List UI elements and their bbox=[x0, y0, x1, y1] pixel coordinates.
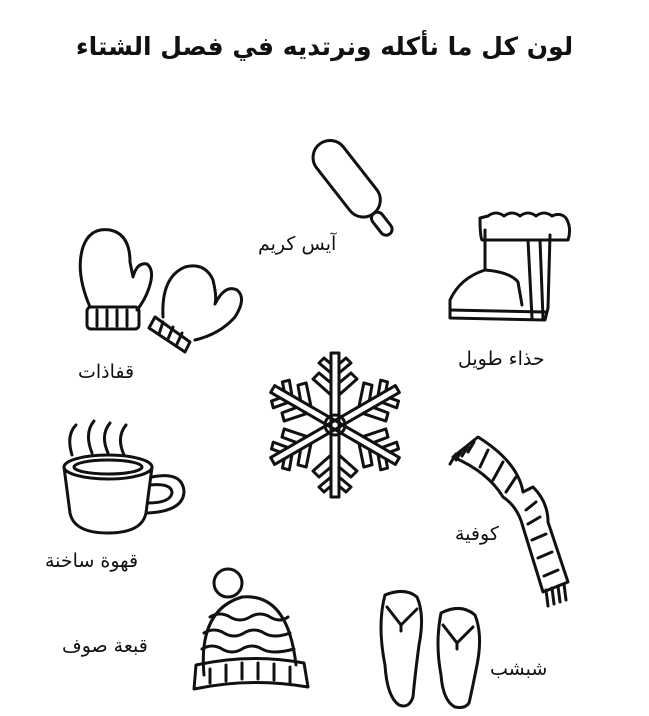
mittens-icon[interactable] bbox=[75, 222, 250, 357]
page-title: لون كل ما نأكله ونرتديه في فصل الشتاء bbox=[75, 32, 574, 61]
ice-cream-icon[interactable] bbox=[290, 125, 415, 250]
wool-hat-icon[interactable] bbox=[190, 565, 315, 705]
wool-hat-label: قبعة صوف bbox=[62, 635, 148, 657]
coffee-cup-label: قهوة ساخنة bbox=[45, 550, 139, 572]
boot-icon[interactable] bbox=[440, 210, 580, 335]
coffee-cup-icon[interactable] bbox=[60, 415, 195, 540]
boot-label: حذاء طويل bbox=[458, 348, 545, 370]
mittens-label: قفاذات bbox=[78, 361, 135, 383]
flip-flops-icon[interactable] bbox=[365, 585, 495, 710]
flip-flops-label: شبشب bbox=[490, 658, 548, 680]
snowflake-icon bbox=[255, 345, 415, 505]
ice-cream-label: آيس كريم bbox=[258, 233, 337, 255]
scarf-label: كوفية bbox=[455, 523, 499, 545]
